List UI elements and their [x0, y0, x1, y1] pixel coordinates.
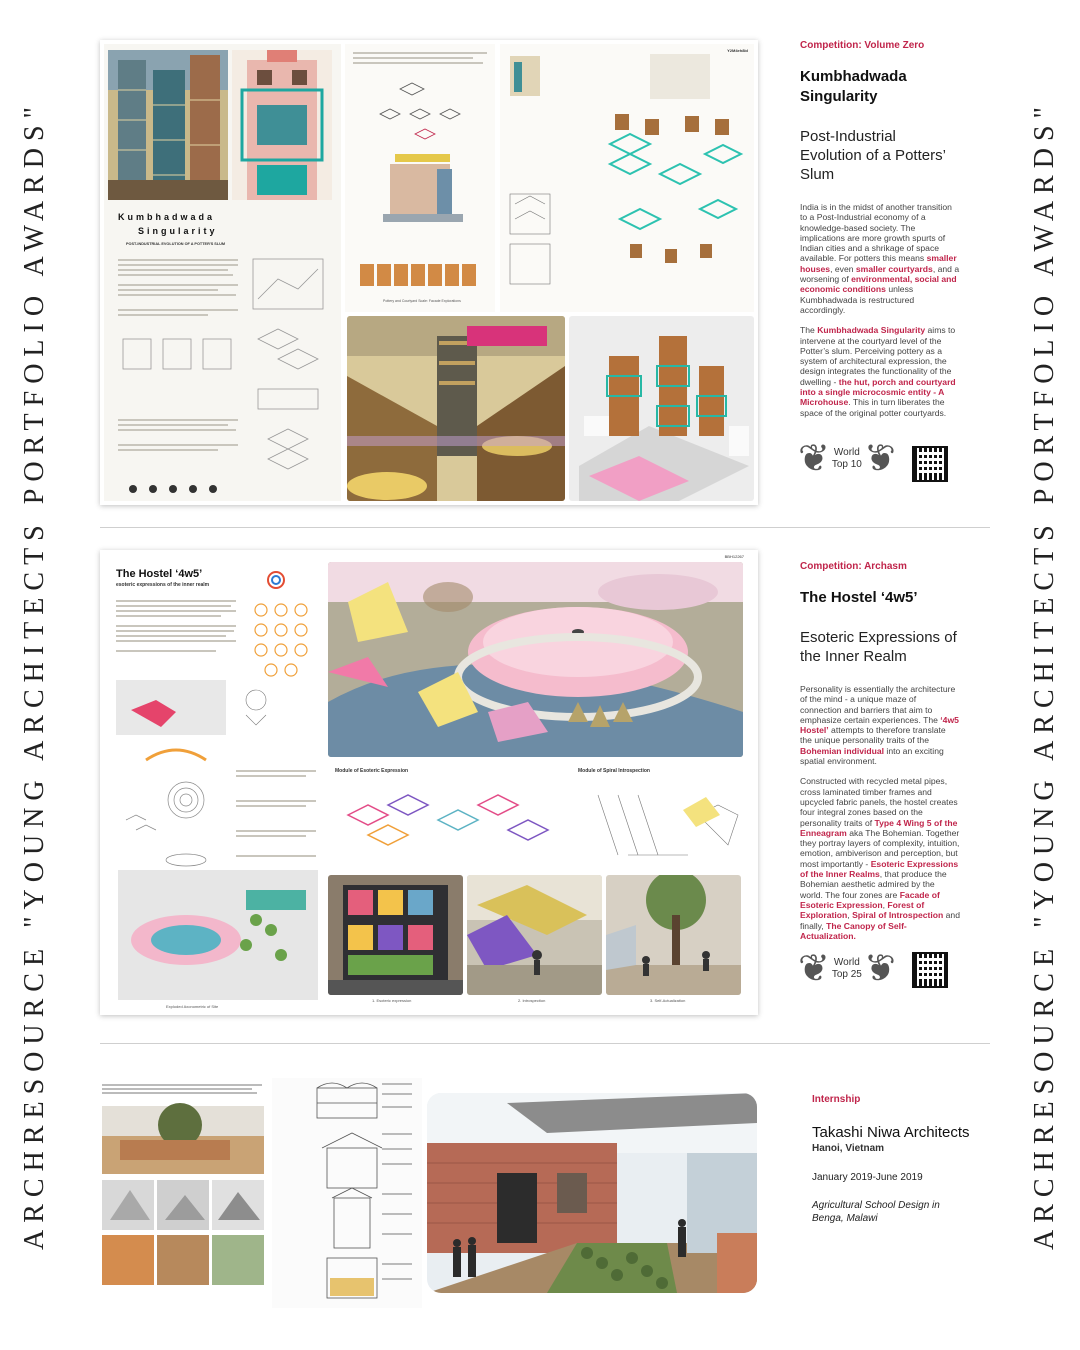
laurel-right-icon: ❦	[863, 438, 896, 480]
facade-elevation-image	[232, 50, 332, 200]
highlighted-text: The Canopy of Self-Actualization.	[800, 920, 907, 941]
side-banner-text: ARCHRESOURCE "YOUNG ARCHITECTS PORTFOLIO AWARDS"	[19, 100, 51, 1250]
award-line-2: Top 10	[831, 459, 862, 470]
street-perspective-image	[347, 316, 565, 501]
internship-sheet-2	[272, 1078, 422, 1308]
firm-location: Hanoi, Vietnam	[812, 1143, 885, 1154]
sheet-caption: Pottery and Courtyard Scale: Facade Explorations	[383, 299, 461, 303]
body-text: , and a worsening of	[800, 263, 960, 285]
award-badge-world-top-25	[798, 950, 896, 988]
project-1-board	[100, 40, 758, 505]
body-text: aims to intervene at the courtyard level of the Potter’s slum. Perceiving pottery as a system of architectural expression, the design integrates the functionality of the dwelling -	[800, 325, 956, 387]
sheet-1b	[345, 44, 495, 312]
body-text: India is in the midst of another transition to a Post-Industrial economy of a knowledge-based society. The implications are more growth spurts of Indian cities and a shrikage of space available. For potters this means	[800, 202, 952, 264]
award-badge-world-top-10	[798, 440, 896, 478]
cluster-axonometric-image	[569, 316, 754, 501]
internship-label: Internship	[812, 1094, 861, 1105]
sheet-title: The Hostel ‘4w5’	[116, 568, 203, 580]
render-caption-1: 1. Esoteric expression	[372, 998, 412, 1003]
body-text: , even	[830, 263, 856, 274]
project-2-board	[100, 550, 758, 1015]
internship-description: Agricultural School Design in Benga, Malawi	[812, 1200, 940, 1224]
project-description	[800, 684, 960, 941]
body-text: . This in turn liberates the space of the original potter courtyards.	[800, 397, 947, 418]
highlighted-text: Forest of Exploration	[800, 899, 925, 921]
body-text: attempts to therefore translate the unique personality traits of the	[800, 725, 946, 746]
body-text: Personality is essentially the architecture of the mind - a unique maze of connection and barriers that aim to emphasize certain experiences. The	[800, 684, 956, 725]
module-2-title: Module of Spiral Introspection	[578, 768, 650, 774]
laurel-left-icon: ❦	[798, 438, 830, 480]
qr-code-icon[interactable]	[912, 446, 948, 482]
description-paragraph	[800, 202, 960, 315]
sheet-1c	[500, 44, 754, 312]
axonometric-diagram	[345, 44, 495, 312]
highlighted-text: smaller courtyards	[855, 263, 933, 274]
site-caption: Exploded Axonometric of Site	[166, 1004, 219, 1009]
description-paragraph	[800, 325, 960, 418]
body-text: into an exciting spatial environment.	[800, 745, 944, 767]
microhouse-modules	[500, 44, 754, 312]
body-text: Constructed with recycled metal pipes, cross laminated timber frames and upcycled fabric panels, the hostel creates four integral zones based on the personality traits of	[800, 776, 958, 828]
side-banner-text: ARCHRESOURCE "YOUNG ARCHITECTS PORTFOLIO AWARDS"	[1029, 100, 1061, 1250]
render-caption-3: 3. Self-Actualization	[650, 998, 686, 1003]
highlighted-text: Facade of Esoteric Expression	[800, 889, 940, 910]
body-text: , that produce the Bohemian aesthetic admired by the world. The four zones are	[800, 869, 947, 900]
highlighted-text: Bohemian individual	[800, 745, 885, 756]
hostel-left-column	[106, 570, 331, 1010]
side-banner-right	[1010, 0, 1080, 1350]
award-line-2: Top 25	[831, 969, 862, 980]
laurel-left-icon: ❦	[798, 948, 830, 990]
sheet-subtitle: esoteric expressions of the inner realm	[116, 582, 210, 588]
hostel-hero-render	[328, 562, 743, 757]
project-subtitle: Post-Industrial Evolution of a Potters’ Slum	[800, 128, 946, 183]
module-diagrams	[328, 775, 743, 880]
project-3-info	[812, 1094, 972, 1225]
body-text: and finally,	[800, 910, 960, 931]
highlighted-text: Kumbhadwada Singularity	[817, 325, 926, 336]
divider-2	[100, 1043, 990, 1044]
self-actualization-render-image	[606, 875, 741, 995]
project-title: The Hostel ‘4w5’	[800, 589, 918, 606]
render-caption-2: 2. Introspection	[518, 998, 546, 1003]
project-1-info	[800, 40, 960, 428]
divider-1	[100, 527, 990, 528]
award-line-1: World	[833, 447, 860, 458]
body-text: aka The Bohemian. Together they portray layers of complexity, intuition, emotion, ambiverison and perception, but most importantly -	[800, 827, 960, 869]
internship-dates: January 2019-June 2019	[812, 1172, 923, 1183]
internship-sheet-1	[100, 1080, 268, 1296]
construction-details	[272, 1078, 422, 1308]
highlighted-text: smaller houses	[800, 253, 957, 274]
sheet-1a	[104, 44, 341, 501]
project-title: Kumbhadwada Singularity	[800, 68, 907, 105]
body-text: The	[800, 325, 818, 336]
laurel-right-icon: ❦	[863, 948, 896, 990]
module-1-title: Module of Esoteric Expression	[335, 768, 409, 774]
project-description	[800, 202, 960, 418]
award-line-1: World	[833, 957, 860, 968]
school-photos-grid	[100, 1080, 268, 1296]
highlighted-text: the hut, porch and courtyard into a single microcosmic entity - A Microhouse	[800, 376, 956, 408]
qr-code-icon[interactable]	[912, 952, 948, 988]
highlighted-text: Spiral of Introspection	[852, 910, 944, 921]
board-code: BBH12267	[724, 554, 744, 559]
sheet-title-2: Singularity	[138, 226, 218, 236]
sheet-subtitle: POST-INDUSTRIAL EVOLUTION OF A POTTER'S SLUM	[126, 242, 226, 246]
side-banner-left	[0, 0, 70, 1350]
board-code: Y2M4eh8bI	[727, 48, 748, 53]
introspection-render-image	[467, 875, 602, 995]
description-paragraph	[800, 776, 960, 941]
agricultural-school-render	[427, 1093, 757, 1293]
highlighted-text: Type 4 Wing 5 of the Enneagram	[800, 817, 958, 838]
project-2-info	[800, 561, 960, 951]
description-paragraph	[800, 684, 960, 766]
project-subtitle: Esoteric Expressions of the Inner Realm	[800, 629, 957, 665]
highlighted-text: Esoteric Expressions of the Inner Realms	[800, 858, 959, 880]
highlighted-text: environmental, social and economic conditions	[800, 274, 957, 295]
highlighted-text: ‘4w5 Hostel’	[800, 714, 959, 736]
body-text: ,	[882, 899, 888, 910]
tower-collage-image	[108, 50, 228, 200]
sheet-text-blocks	[108, 249, 338, 499]
competition-label: Competition: Archasm	[800, 561, 907, 572]
competition-label: Competition: Volume Zero	[800, 40, 925, 51]
facade-render-image	[328, 875, 463, 995]
body-text: ,	[847, 910, 853, 921]
firm-name: Takashi Niwa Architects	[812, 1124, 970, 1141]
sheet-title: Kumbhadwada	[118, 212, 216, 222]
body-text: unless Kumbhadwada is restructured accordingly.	[800, 284, 915, 315]
